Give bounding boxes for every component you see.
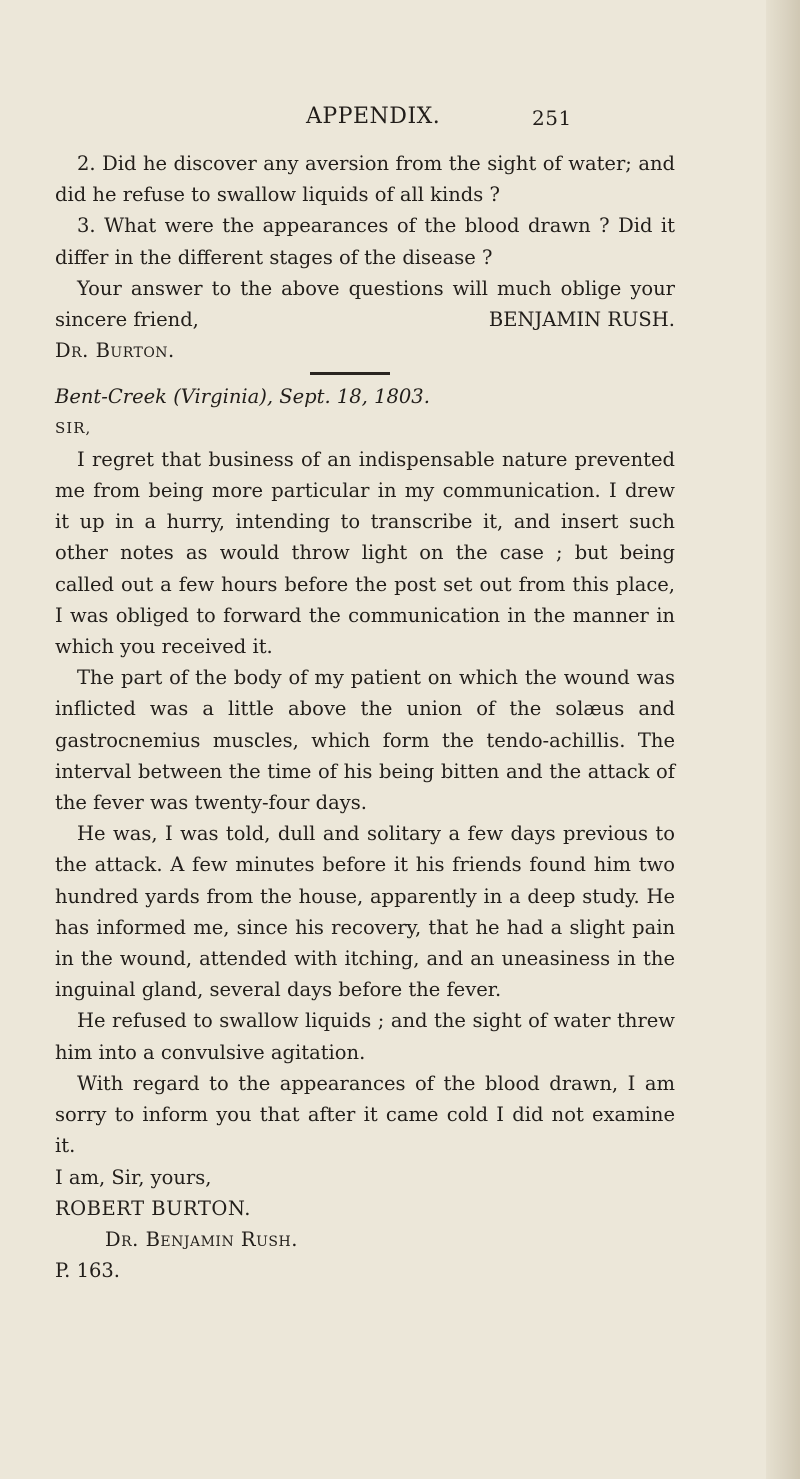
- page-edge: [766, 0, 800, 1479]
- section-rule: [310, 372, 390, 375]
- letter1-closing: [55, 273, 675, 335]
- page-number: 251: [532, 106, 572, 130]
- letter2-closing: I am, Sir, yours,: [55, 1165, 212, 1189]
- letter2-paragraph-3: He was, I was told, dull and solitary a few days previous to the attack. A few minutes before it his friends found him two hundred yards from the house, apparently in a deep study. He has informed me, since his recovery, that he had a slight pain in the wound, attended with itching, and an uneasiness in the inguinal gland, several days before the fever.: [55, 822, 675, 1002]
- letter2-salutation: SIR,: [55, 418, 92, 437]
- running-header: [306, 104, 576, 129]
- letter2-addressee: Dr. Benjamin Rush.: [105, 1227, 298, 1251]
- question-3: 3. What were the appearances of the blood drawn ? Did it differ in the different stages of the disease ?: [55, 214, 675, 269]
- running-title: APPENDIX.: [306, 104, 441, 129]
- letter2-place: Bent-Creek (Virginia),: [55, 385, 274, 409]
- question-2: 2. Did he discover any aversion from the sight of water; and did he refuse to swallow liquids of all kinds ?: [55, 152, 675, 207]
- letter2-paragraph-1: I regret that business of an indispensable nature prevented me from being more particular in my communication. I drew it up in a hurry, intending to transcribe it, and insert such other notes as would throw light on the case ; but being called out a few hours before the post set out from this place, I was obliged to forward the communication in the manner in which you received it.: [55, 447, 675, 659]
- letter1-addressee: Dr. Burton.: [55, 339, 175, 363]
- letter1-signature: BENJAMIN RUSH.: [488, 308, 675, 332]
- letter2-paragraph-5: With regard to the appearances of the blood drawn, I am sorry to inform you that after it came cold I did not examine it.: [55, 1071, 675, 1158]
- catchword: P. 163.: [55, 1259, 120, 1283]
- page-body: [55, 148, 675, 1286]
- letter1-closing-text: Your answer to the above questions will much oblige your sincere friend,: [55, 276, 675, 332]
- letter2-date: Sept. 18, 1803.: [279, 385, 430, 409]
- letter2-paragraph-2: The part of the body of my patient on which the wound was inflicted was a little above the union of the solæus and gastrocnemius muscles, which form the tendo-achillis. The interval between the time of his being bitten and the attack of the fever was twenty-four days.: [55, 666, 675, 815]
- letter2-signature: ROBERT BURTON.: [55, 1196, 251, 1220]
- letter2-paragraph-4: He refused to swallow liquids ; and the sight of water threw him into a convulsive agitation.: [55, 1009, 675, 1064]
- letter2-dateline: [55, 381, 675, 412]
